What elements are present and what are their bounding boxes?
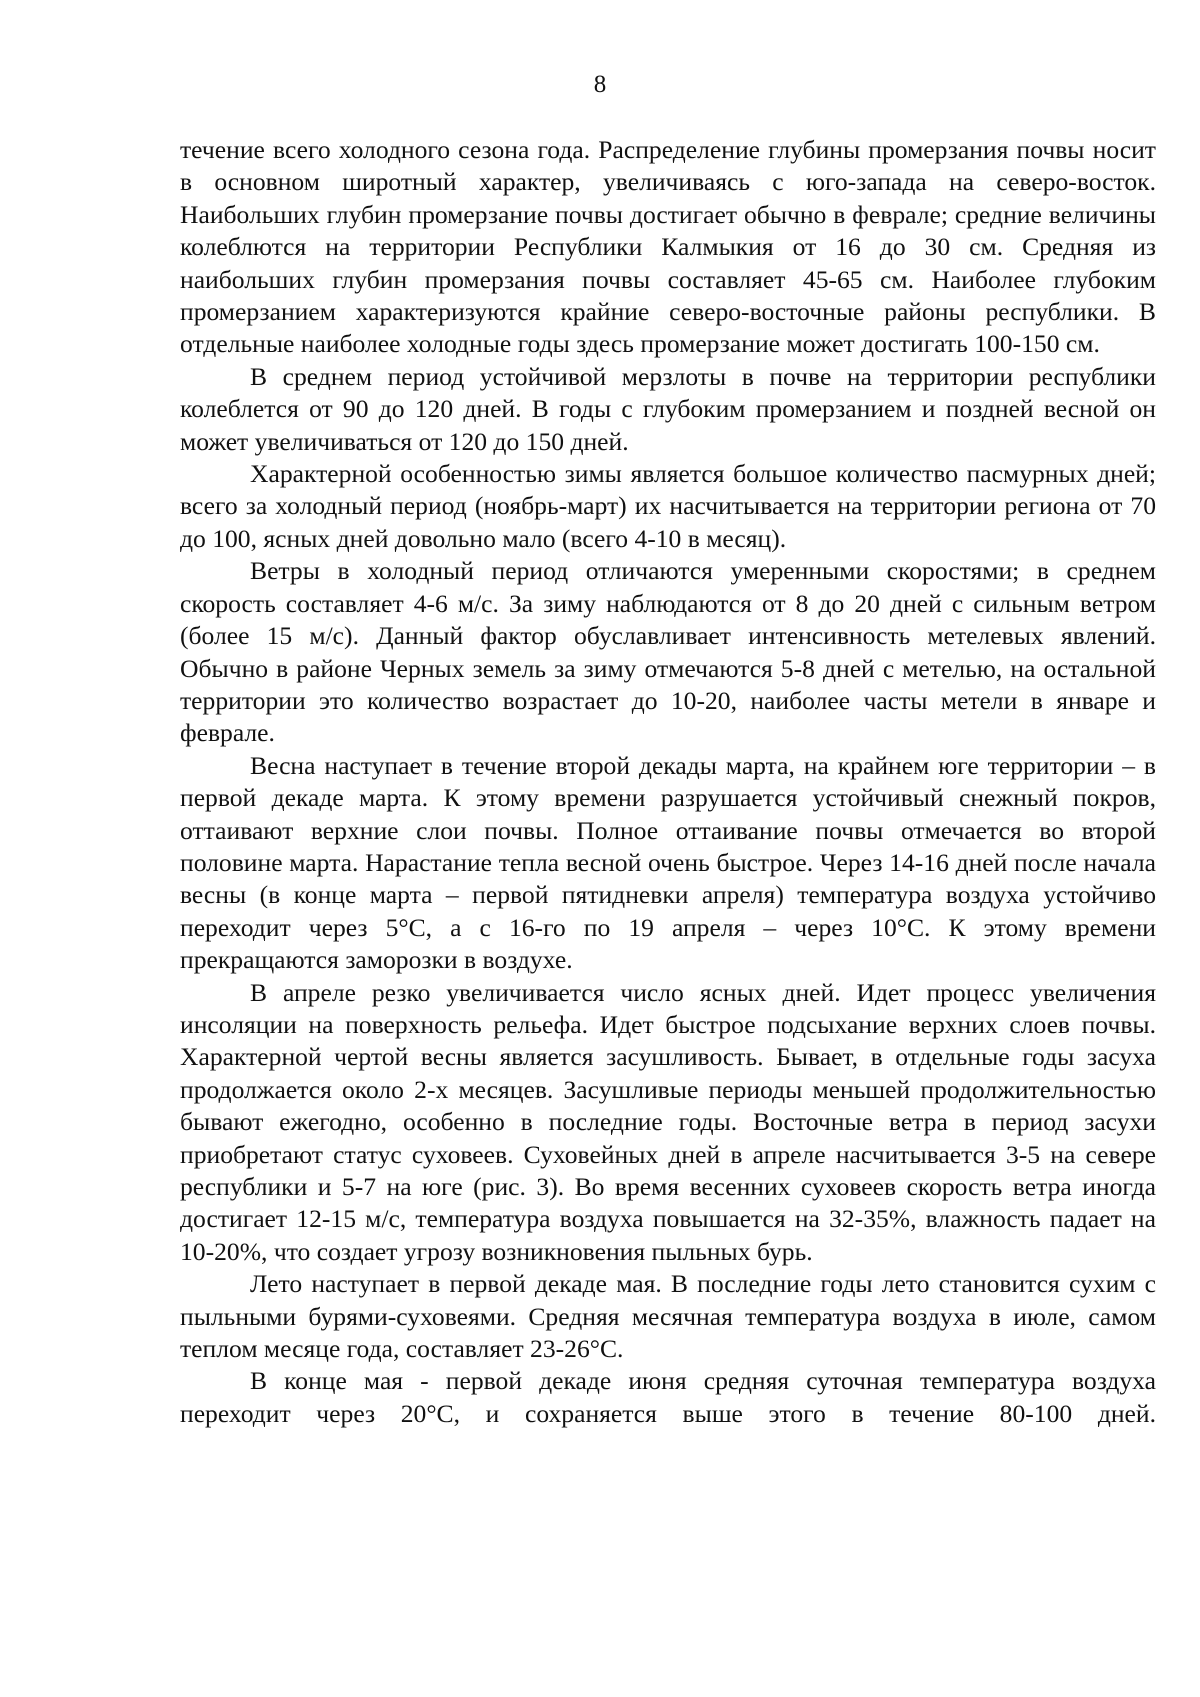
document-body [180, 134, 1156, 1430]
paragraph-permafrost-period: В среднем период устойчивой мерзлоты в почве на территории республики колеблется от 90 до 120 дней. В годы с глубоким промерзанием и поздней весной он может увеличиваться от 120 до 150 дней. [180, 361, 1156, 456]
paragraph-winter-cloudy-days: Характерной особенностью зимы является большое количество пасмурных дней; всего за холодный период (ноябрь-март) их насчитывается на территории региона от 70 до 100, ясных дней довольно мало (всего 4-10 в месяц). [180, 459, 1156, 553]
page-number: 8 [593, 71, 607, 98]
paragraph-frozen-soil: течение всего холодного сезона года. Распределение глубины промерзания почвы носит в основном широтный характер, увеличиваясь с юго-запада на северо-восток. Наибольших глубин промерзание почвы достигает обычно в феврале; средние величины колеблются на территории Республики Калмыкия от 16 до 30 см. Средняя из наибольших глубин промерзания почвы составляет 45-65 см. Наиболее глубоким промерзанием характеризуются крайние северо-восточные районы республики. В отдельные наиболее холодные годы здесь промерзание может достигать 100-150 см. [180, 135, 1156, 359]
paragraph-june-temperature: В конце мая - первой декаде июня средняя суточная температура воздуха переходит через 20°С, и сохраняется выше этого в течение 80-100 дней. [180, 1366, 1156, 1428]
paragraph-april-drought: В апреле резко увеличивается число ясных дней. Идет процесс увеличения инсоляции на поверхность рельефа. Идет быстрое подсыхание верхних слоев почвы. Характерной чертой весны является засушливость. Бывает, в отдельные годы засуха продолжается около 2-х месяцев. Засушливые периоды меньшей продолжительностью бывают ежегодно, особенно в последние годы. Восточные ветра в период засухи приобретают статус суховеев. Суховейных дней в апреле насчитывается 3-5 на севере республики и 5-7 на юге (рис. 3). Во время весенних суховеев скорость ветра иногда достигает 12-15 м/с, температура воздуха повышается на 32-35%, влажность падает на 10-20%, что создает угрозу возникновения пыльных бурь. [180, 977, 1156, 1266]
paragraph-winter-winds: Ветры в холодный период отличаются умеренными скоростями; в среднем скорость составляет 4-6 м/с. За зиму наблюдаются от 8 до 20 дней с сильным ветром (более 15 м/с). Данный фактор обуславливает интенсивность метелевых явлений. Обычно в районе Черных земель за зиму отмечаются 5-8 дней с метелью, на остальной территории это количество возрастает до 10-20, наиболее часты метели в январе и феврале. [180, 556, 1156, 748]
paragraph-summer-onset: Лето наступает в первой декаде мая. В последние годы лето становится сухим с пыльными бурями-суховеями. Средняя месячная температура воздуха в июле, самом теплом месяце года, составляет 23-26°С. [180, 1269, 1156, 1364]
paragraph-spring-onset: Весна наступает в течение второй декады марта, на крайнем юге территории – в первой декаде марта. К этому времени разрушается устойчивый снежный покров, оттаивают верхние слои почвы. Полное оттаивание почвы отмечается во второй половине марта. Нарастание тепла весной очень быстрое. Через 14-16 дней после начала весны (в конце марта – первой пятидневки апреля) температура воздуха устойчиво переходит через 5°С, а с 16-го по 19 апреля – через 10°С. К этому времени прекращаются заморозки в воздухе. [180, 750, 1156, 975]
